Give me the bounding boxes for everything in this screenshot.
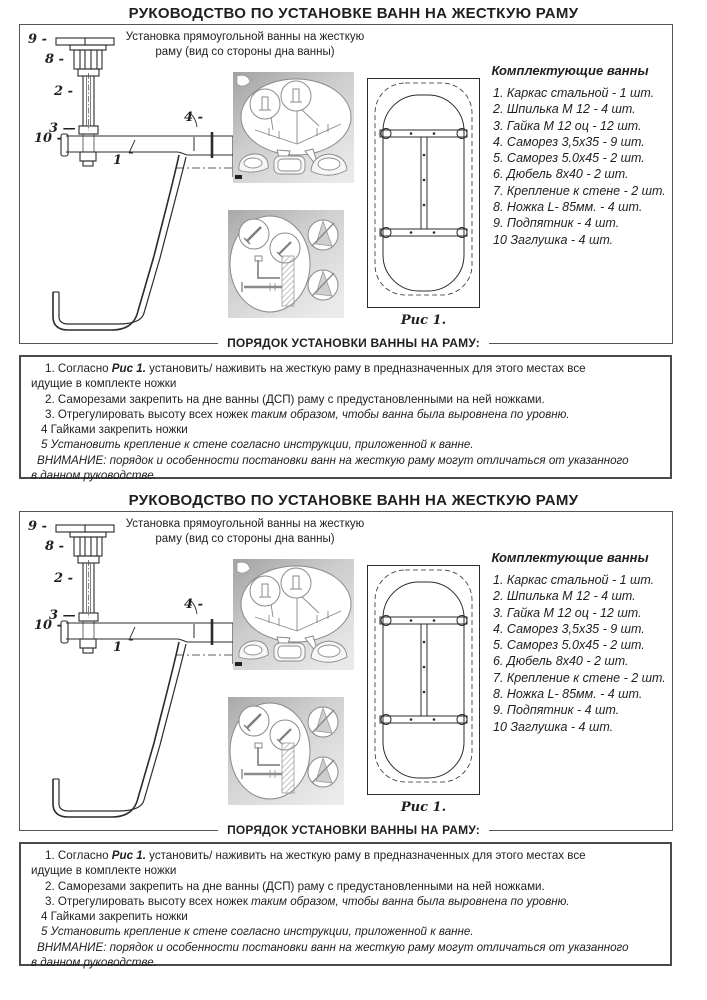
figure-caption: Рис 1. xyxy=(400,313,447,328)
page-title: РУКОВОДСТВО ПО УСТАНОВКЕ ВАНН НА ЖЕСТКУЮ РАМУ xyxy=(128,5,579,22)
order-section-heading xyxy=(0,336,707,350)
parts-list-item: 5. Саморез 5.0х45 - 2 шт. xyxy=(493,151,645,166)
callout-3: 3 — xyxy=(49,121,76,136)
leg-assembly-drawing xyxy=(26,31,236,341)
leg-assembly-drawing xyxy=(26,518,236,828)
installation-steps xyxy=(19,842,672,970)
callout-2: 2 - xyxy=(54,84,73,99)
parts-list-item: 6. Дюбель 8х40 - 2 шт. xyxy=(493,167,629,182)
step-3-text: 3. Отрегулировать высоту всех ножек xyxy=(45,407,252,421)
step-1-text: 1. Согласно xyxy=(45,362,112,375)
figure-caption: Рис 1. xyxy=(400,800,447,815)
callout-1: 1 xyxy=(113,153,123,168)
step-1-text-cont: установить/ наживить на жесткую раму в предназначенных для этого местах все xyxy=(145,362,586,375)
warning-note-line2: в данном руководстве. xyxy=(31,956,157,970)
warning-label: ВНИМАНИЕ: xyxy=(37,940,107,954)
figure-reference: Рис 1. xyxy=(111,362,146,375)
parts-list-heading: Комплектующие ванны xyxy=(491,63,649,78)
parts-list-item: 10 Заглушка - 4 шт. xyxy=(493,232,614,247)
installation-guide-sheet xyxy=(0,0,707,487)
step-5: 5 Установить крепление к стене согласно инструкции, приложенной к ванне. xyxy=(41,438,474,452)
order-heading-text: ПОРЯДОК УСТАНОВКИ ВАННЫ НА РАМУ: xyxy=(218,823,489,837)
parts-list-item: 10 Заглушка - 4 шт. xyxy=(493,719,614,734)
step-1-line2: идущие в комплекте ножки xyxy=(31,377,177,391)
step-1-text: 1. Согласно xyxy=(45,849,112,862)
subtitle-line2: раму (вид со стороны дна ванны) xyxy=(155,533,335,545)
parts-list-item: 3. Гайка М 12 оц - 12 шт. xyxy=(493,118,642,133)
callout-2: 2 - xyxy=(54,571,73,586)
step-1-line2: идущие в комплекте ножки xyxy=(31,864,177,878)
step-2: 2. Саморезами закрепить на дне ванны (ДСП) раму с предустановленными на ней ножками. xyxy=(45,392,545,406)
step-1-text-cont: установить/ наживить на жесткую раму в предназначенных для этого местах все xyxy=(145,849,586,862)
step-4: 4 Гайками закрепить ножки xyxy=(41,423,188,437)
step-3 xyxy=(31,407,662,422)
tub-top-view-drawing xyxy=(366,77,481,309)
figure-reference: Рис 1. xyxy=(111,849,146,862)
subtitle-line2: раму (вид со стороны дна ванны) xyxy=(155,46,335,58)
step-4: 4 Гайками закрепить ножки xyxy=(41,910,188,924)
wall-mount-illustration xyxy=(228,697,344,805)
callout-1: 1 xyxy=(113,640,123,655)
page-title: РУКОВОДСТВО ПО УСТАНОВКЕ ВАНН НА ЖЕСТКУЮ РАМУ xyxy=(128,492,579,509)
parts-list-item: 7. Крепление к стене - 2 шт. xyxy=(493,183,666,198)
subtitle-line1: Установка прямоугольной ванны на жесткую xyxy=(125,518,365,530)
wall-mount-illustration xyxy=(228,210,344,318)
callout-10: 10 - xyxy=(34,618,63,633)
warning-text: порядок и особенности постановки ванн на жесткую раму могут отличаться от указанного xyxy=(106,453,629,467)
callout-4: 4 - xyxy=(184,597,203,612)
warning-note xyxy=(31,940,662,955)
parts-list xyxy=(493,572,683,735)
callout-8: 8 - xyxy=(45,52,64,67)
callout-9: 9 - xyxy=(28,519,47,534)
warning-note xyxy=(31,453,662,468)
step-3-emphasis: таким образом, чтобы ванна была выровнена по уровню. xyxy=(251,894,570,908)
parts-list-item: 3. Гайка М 12 оц - 12 шт. xyxy=(493,605,642,620)
installation-steps xyxy=(19,355,672,483)
parts-list-item: 1. Каркас стальной - 1 шт. xyxy=(493,86,655,100)
parts-list-item: 8. Ножка L- 85мм. - 4 шт. xyxy=(493,687,643,702)
figure-area xyxy=(19,511,673,831)
callout-8: 8 - xyxy=(45,539,64,554)
frame-corner-illustration xyxy=(233,559,354,670)
callout-10: 10 - xyxy=(34,131,63,146)
step-3-emphasis: таким образом, чтобы ванна была выровнена по уровню. xyxy=(251,407,570,421)
parts-list-item: 7. Крепление к стене - 2 шт. xyxy=(493,670,666,685)
parts-list-item: 8. Ножка L- 85мм. - 4 шт. xyxy=(493,200,643,215)
step-5: 5 Установить крепление к стене согласно инструкции, приложенной к ванне. xyxy=(41,925,474,939)
parts-list-item: 5. Саморез 5.0х45 - 2 шт. xyxy=(493,638,645,653)
step-2: 2. Саморезами закрепить на дне ванны (ДСП) раму с предустановленными на ней ножками. xyxy=(45,879,545,893)
step-3 xyxy=(31,894,662,909)
parts-list-item: 9. Подпятник - 4 шт. xyxy=(493,216,620,231)
parts-list-item: 2. Шпилька М 12 - 4 шт. xyxy=(493,589,636,604)
parts-list-item: 9. Подпятник - 4 шт. xyxy=(493,703,620,718)
callout-9: 9 - xyxy=(28,32,47,47)
parts-list-heading: Комплектующие ванны xyxy=(491,550,649,565)
warning-note-line2: в данном руководстве. xyxy=(31,469,157,483)
order-heading-text: ПОРЯДОК УСТАНОВКИ ВАННЫ НА РАМУ: xyxy=(218,336,489,350)
parts-list-item: 4. Саморез 3,5х35 - 9 шт. xyxy=(493,621,645,636)
callout-4: 4 - xyxy=(184,110,203,125)
parts-list-item: 6. Дюбель 8х40 - 2 шт. xyxy=(493,654,629,669)
warning-text: порядок и особенности постановки ванн на жесткую раму могут отличаться от указанного xyxy=(106,940,629,954)
tub-top-view-drawing xyxy=(366,564,481,796)
warning-label: ВНИМАНИЕ: xyxy=(37,453,107,467)
subtitle-line1: Установка прямоугольной ванны на жесткую xyxy=(125,31,365,43)
frame-corner-illustration xyxy=(233,72,354,183)
order-section-heading xyxy=(0,823,707,837)
figure-area xyxy=(19,24,673,344)
parts-list-item: 2. Шпилька М 12 - 4 шт. xyxy=(493,102,636,117)
step-1 xyxy=(31,848,662,863)
step-1 xyxy=(31,361,662,376)
parts-list-item: 4. Саморез 3,5х35 - 9 шт. xyxy=(493,134,645,149)
parts-list-item: 1. Каркас стальной - 1 шт. xyxy=(493,573,655,587)
installation-guide-sheet xyxy=(0,487,707,974)
callout-3: 3 — xyxy=(49,608,76,623)
step-3-text: 3. Отрегулировать высоту всех ножек xyxy=(45,894,252,908)
parts-list xyxy=(493,85,683,248)
